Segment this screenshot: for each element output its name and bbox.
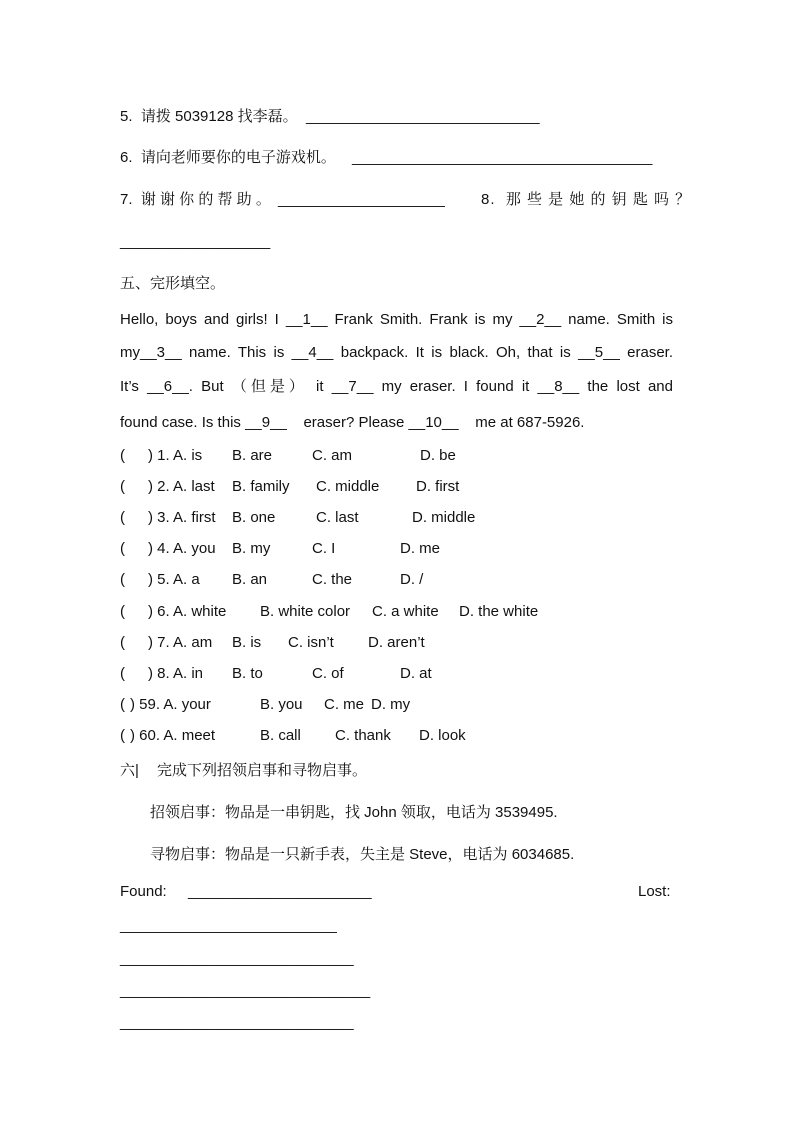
question-option-b: B. you <box>260 696 303 713</box>
passage-line: my__3__ name. This is __4__ backpack. It is black. Oh, that is __5__ eraser. <box>120 344 673 361</box>
answer-paren[interactable]: ( <box>120 447 125 464</box>
answer-paren[interactable]: ( <box>120 571 125 588</box>
question-option-a: ) 5. A. a <box>148 571 200 588</box>
passage-line: found case. Is this __9__ eraser? Please __10__ me at 687-5926. <box>120 414 585 431</box>
question-option-b: B. are <box>232 447 273 464</box>
question-option-b: B. call <box>260 727 301 744</box>
question-option-d: D. first <box>416 478 460 495</box>
lost-label: Lost: <box>638 883 671 900</box>
question-option-c: C. a white <box>372 603 439 620</box>
question-option-a: ) 60. A. meet <box>130 727 216 744</box>
passage-line: Hello, boys and girls! I __1__ Frank Smith. Frank is my __2__ name. Smith is <box>120 311 673 328</box>
question-option-b: B. one <box>232 509 276 526</box>
question-option-d: D. aren’t <box>368 634 425 651</box>
question-option-c: C. of <box>312 665 344 682</box>
question-7: 7. 谢 谢 你 的 帮 助 。 <box>120 191 271 208</box>
answer-paren[interactable]: ( <box>120 727 125 744</box>
question-5: 5. 请拨 5039128 找李磊。 <box>120 108 298 125</box>
question-6: 6. 请向老师要你的电子游戏机。 <box>120 149 336 166</box>
question-option-a: ) 2. A. last <box>148 478 215 495</box>
answer-blank[interactable]: ____________________________________ <box>352 149 653 166</box>
answer-blank[interactable]: ____________________________ <box>120 950 354 967</box>
question-option-d: D. be <box>420 447 456 464</box>
question-option-d: D. the white <box>459 603 539 620</box>
answer-paren[interactable]: ( <box>120 603 125 620</box>
question-option-a: ) 4. A. you <box>148 540 216 557</box>
question-option-b: B. is <box>232 634 262 651</box>
answer-blank[interactable]: ____________________________ <box>120 1014 354 1031</box>
section-heading: 完成下列招领启事和寻物启事。 <box>157 762 368 779</box>
question-option-c: C. I <box>312 540 336 557</box>
question-8: 8. 那 些 是 她 的 钥 匙 吗 ？ <box>481 191 692 208</box>
answer-paren[interactable]: ( <box>120 509 125 526</box>
answer-blank[interactable]: __________________________ <box>120 917 337 934</box>
question-option-a: ) 8. A. in <box>148 665 204 682</box>
answer-blank[interactable]: ____________________________ <box>306 108 540 125</box>
answer-blank[interactable]: ______________________________ <box>120 982 371 999</box>
answer-blank[interactable]: __________________ <box>120 233 271 250</box>
question-option-c: C. me <box>324 696 365 713</box>
question-option-c: C. middle <box>316 478 380 495</box>
answer-paren[interactable]: ( <box>120 478 125 495</box>
answer-paren[interactable]: ( <box>120 665 125 682</box>
answer-paren[interactable]: ( <box>120 696 125 713</box>
question-option-c: C. last <box>316 509 359 526</box>
question-option-b: B. my <box>232 540 271 557</box>
question-option-a: ) 3. A. first <box>148 509 216 526</box>
question-option-b: B. to <box>232 665 263 682</box>
found-label: Found: <box>120 883 167 900</box>
question-option-d: D. / <box>400 571 424 588</box>
lost-notice: 寻物启事：物品是一只新手表，失主是 Steve，电话为 6034685. <box>150 846 575 863</box>
question-option-c: C. am <box>312 447 353 464</box>
question-option-b: B. an <box>232 571 268 588</box>
section-number: 六| <box>120 762 139 779</box>
question-option-a: ) 59. A. your <box>130 696 211 713</box>
answer-paren[interactable]: ( <box>120 540 125 557</box>
question-option-a: ) 6. A. white <box>148 603 227 620</box>
passage-line: It’s __6__. But （但是） it __7__ my eraser. I found it __8__ the lost and <box>120 378 673 395</box>
question-option-c: C. thank <box>335 727 391 744</box>
found-blank[interactable]: ______________________ <box>188 883 372 900</box>
found-notice: 招领启事：物品是一串钥匙，找 John 领取，电话为 3539495. <box>150 804 558 821</box>
question-option-d: D. middle <box>412 509 476 526</box>
section-heading: 五、完形填空。 <box>120 275 226 292</box>
question-option-a: ) 1. A. is <box>148 447 203 464</box>
question-option-d: D. my <box>371 696 411 713</box>
question-option-c: C. isn’t <box>288 634 334 651</box>
answer-paren[interactable]: ( <box>120 634 125 651</box>
question-option-d: D. me <box>400 540 441 557</box>
question-option-d: D. look <box>419 727 466 744</box>
question-option-b: B. family <box>232 478 290 495</box>
question-option-b: B. white color <box>260 603 351 620</box>
answer-blank[interactable]: ____________________ <box>278 191 445 208</box>
question-option-d: D. at <box>400 665 432 682</box>
question-option-a: ) 7. A. am <box>148 634 213 651</box>
question-option-c: C. the <box>312 571 353 588</box>
